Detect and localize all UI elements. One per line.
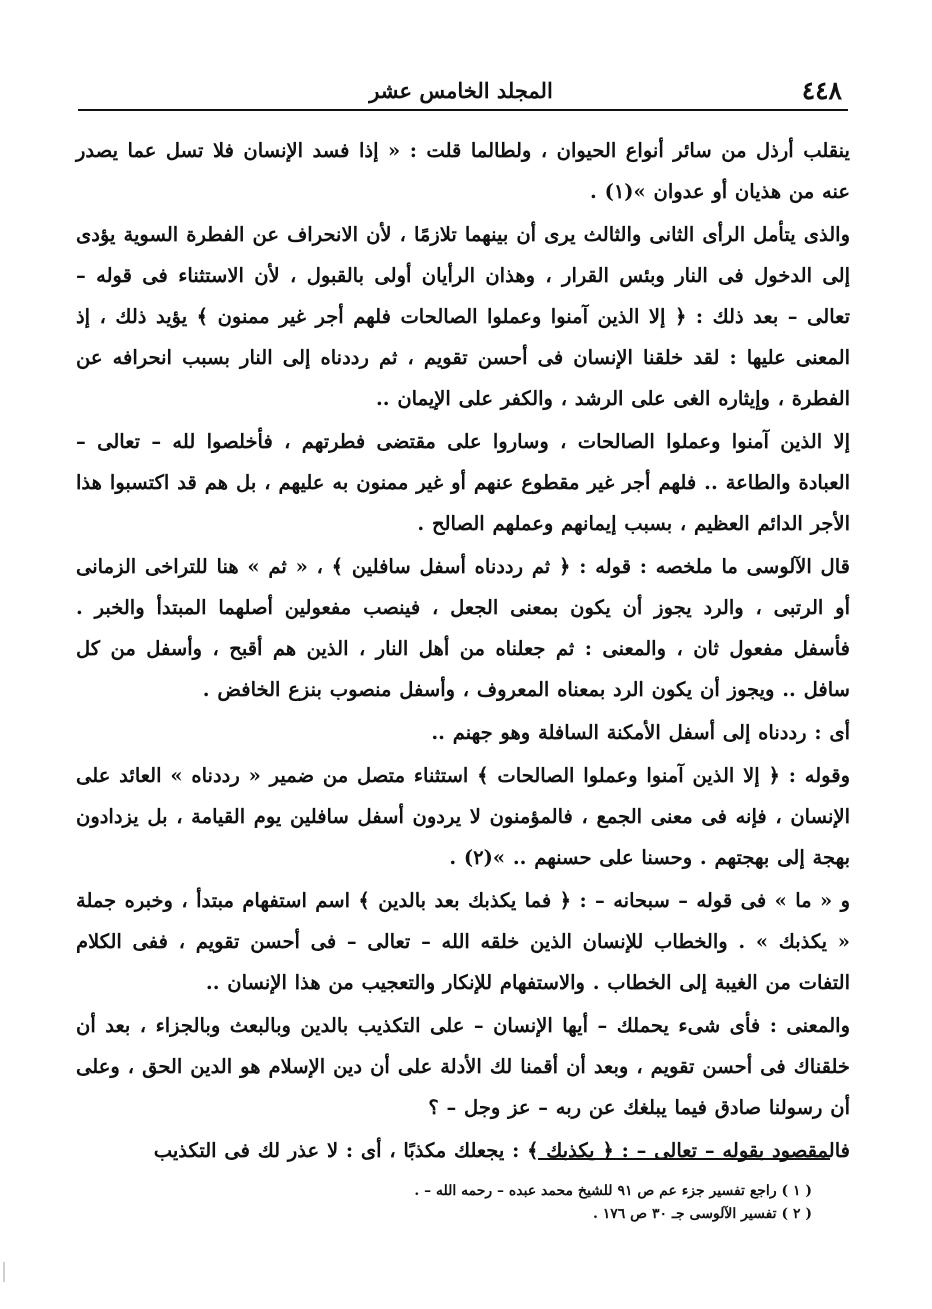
running-title: المجلد الخامس عشر <box>369 78 553 103</box>
paragraph-8: والمعنى : فأى شىء يحملك – أيها الإنسان – على التكذيب بالدين وبالبعث وبالجزاء ، بعد أن خلقناك فى أحسن تقويم ، وبعد أن أقمنا لك الأدلة على أن دين الإسلام هو الدين الحق ، وعلى أن رسولنا صادق فيما يبلغك عن ربه – عز وجل – ؟ <box>76 1014 850 1119</box>
page-number: ٤٤٨ <box>801 76 842 105</box>
paragraph-3: إلا الذين آمنوا وعملوا الصالحات ، وساروا على مقتضى فطرتهم ، فأخلصوا لله – تعالى – العبادة والطاعة .. فلهم أجر غير مقطوع عنهم أو غير ممنون به عليهم ، بل هم قد اكتسبوا هذا الأجر الدائم العظيم ، بسبب إيمانهم وعملهم الصالح . <box>76 430 850 535</box>
footnote-1: ( ١ ) راجع تفسير جزء عم ص ٩١ للشيخ محمد عبده – رحمه الله – . <box>414 1183 812 1199</box>
paragraph-2: والذى يتأمل الرأى الثانى والثالث يرى أن بينهما تلازمًا ، لأن الانحراف عن الفطرة السوية يؤدى إلى الدخول فى النار وبئس القرار ، وهذان الرأيان أولى بالقبول ، لأن الاستثناء فى قوله – تعالى – بعد ذلك : ﴿ إلا الذين آمنوا وعملوا الصالحات فلهم أجر غير ممنون ﴾ يؤيد ذلك ، إذ المعنى عليها : لقد خلقنا الإنسان فى أحسن تقويم ، ثم رددناه إلى النار بسبب انحرافه عن الفطرة ، وإيثاره الغى على الرشد ، والكفر على الإيمان .. <box>76 223 850 410</box>
main-text <box>76 130 850 1171</box>
scan-edge-mark <box>3 1262 5 1282</box>
page-header <box>80 72 842 108</box>
footnote-2: ( ٢ ) تفسير الآلوسى جـ ٣٠ ص ١٧٦ . <box>592 1206 812 1222</box>
paragraph-9: فالمقصود بقوله – تعالى – : ﴿ يكذبك ﴾ : يجعلك مكذبًا ، أى : لا عذر لك فى التكذيب <box>153 1139 850 1162</box>
paragraph-7: و « ما » فى قوله – سبحانه – : ﴿ فما يكذبك بعد بالدين ﴾ اسم استفهام مبتدأ ، وخبره جملة « يكذبك » . والخطاب للإنسان الذين خلقه الله – تعالى – فى أحسن تقويم ، ففى الكلام التفات من الغيبة إلى الخطاب . والاستفهام للإنكار والتعجيب من هذا الإنسان .. <box>76 889 850 994</box>
footnotes <box>300 1180 812 1226</box>
paragraph-4: قال الآلوسى ما ملخصه : قوله : ﴿ ثم رددناه أسفل سافلين ﴾ ، « ثم » هنا للتراخى الزمانى أو الرتبى ، والرد يجوز أن يكون بمعنى الجعل ، فينصب مفعولين أصلهما المبتدأ والخبر . فأسفل مفعول ثان ، والمعنى : ثم جعلناه من أهل النار ، الذين هم أقبح ، وأسفل من كل سافل .. ويجوز أن يكون الرد بمعناه المعروف ، وأسفل منصوب بنزع الخافض . <box>76 555 850 701</box>
paragraph-1: ينقلب أرذل من سائر أنواع الحيوان ، ولطالما قلت : « إذا فسد الإنسان فلا تسل عما يصدر عنه من هذيان أو عدوان »(١) . <box>76 139 850 203</box>
footnote-rule <box>538 1158 830 1160</box>
paragraph-6: وقوله : ﴿ إلا الذين آمنوا وعملوا الصالحات ﴾ استثناء متصل من ضمير « رددناه » العائد على الإنسان ، فإنه فى معنى الجمع ، فالمؤمنون لا يردون أسفل سافلين يوم القيامة ، بل يزدادون بهجة إلى بهجتهم . وحسنا على حسنهم .. »(٢) . <box>76 764 850 869</box>
header-rule <box>78 109 848 111</box>
paragraph-5: أى : رددناه إلى أسفل الأمكنة السافلة وهو جهنم .. <box>431 721 850 744</box>
